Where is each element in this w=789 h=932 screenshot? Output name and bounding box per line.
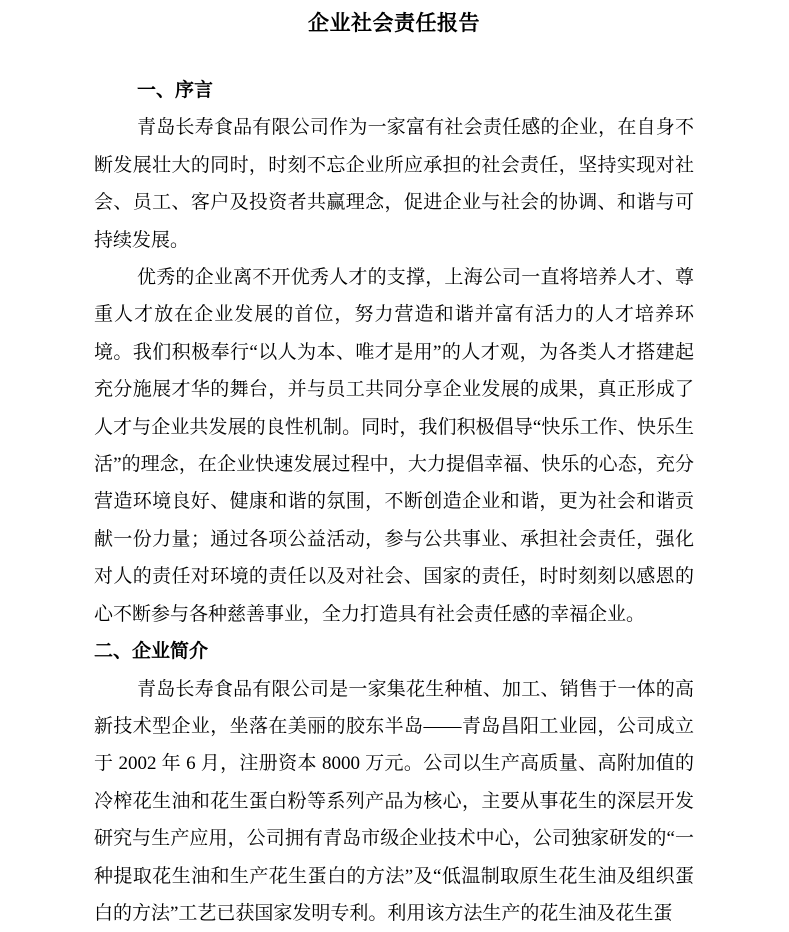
paragraph-company-profile-1: 青岛长寿食品有限公司是一家集花生种植、加工、销售于一体的高新技术型企业，坐落在美丽的胶东半岛——青岛昌阳工业园，公司成立于 2002 年 6 月，注册资本 8000 万元。公司以生产高质量、高附加值的冷榨花生油和花生蛋白粉等系列产品为核心，主要从事花生的深层开发研究与生产应用，公司拥有青岛市级企业技术中心，公司独家研发的“一种提取花生油和生产花生蛋白的方法”及“低温制取原生花生油及组织蛋白的方法”工艺已获国家发明专利。利用该方法生产的花生油及花生蛋 (94, 671, 694, 932)
paragraph-preface-2: 优秀的企业离不开优秀人才的支撑，上海公司一直将培养人才、尊重人才放在企业发展的首位，努力营造和谐并富有活力的人才培养环境。我们积极奉行“以人为本、唯才是用”的人才观，为各类人才搭建起充分施展才华的舞台，并与员工共同分享企业发展的成果，真正形成了人才与企业共发展的良性机制。同时，我们积极倡导“快乐工作、快乐生活”的理念，在企业快速发展过程中，大力提倡幸福、快乐的心态，充分营造环境良好、健康和谐的氛围，不断创造企业和谐，更为社会和谐贡献一份力量；通过各项公益活动，参与公共事业、承担社会责任，强化对人的责任对环境的责任以及对社会、国家的责任，时时刻刻以感恩的心不断参与各种慈善事业，全力打造具有社会责任感的幸福企业。 (94, 259, 694, 633)
document-title: 企业社会责任报告 (94, 0, 694, 36)
section-preface (94, 72, 694, 633)
paragraph-preface-1: 青岛长寿食品有限公司作为一家富有社会责任感的企业，在自身不断发展壮大的同时，时刻不忘企业所应承担的社会责任，坚持实现对社会、员工、客户及投资者共赢理念，促进企业与社会的协调、和谐与可持续发展。 (94, 109, 694, 259)
section-company-profile (94, 633, 694, 932)
section-heading-company-profile: 二、企业简介 (94, 633, 694, 670)
section-heading-preface: 一、序言 (94, 72, 694, 109)
